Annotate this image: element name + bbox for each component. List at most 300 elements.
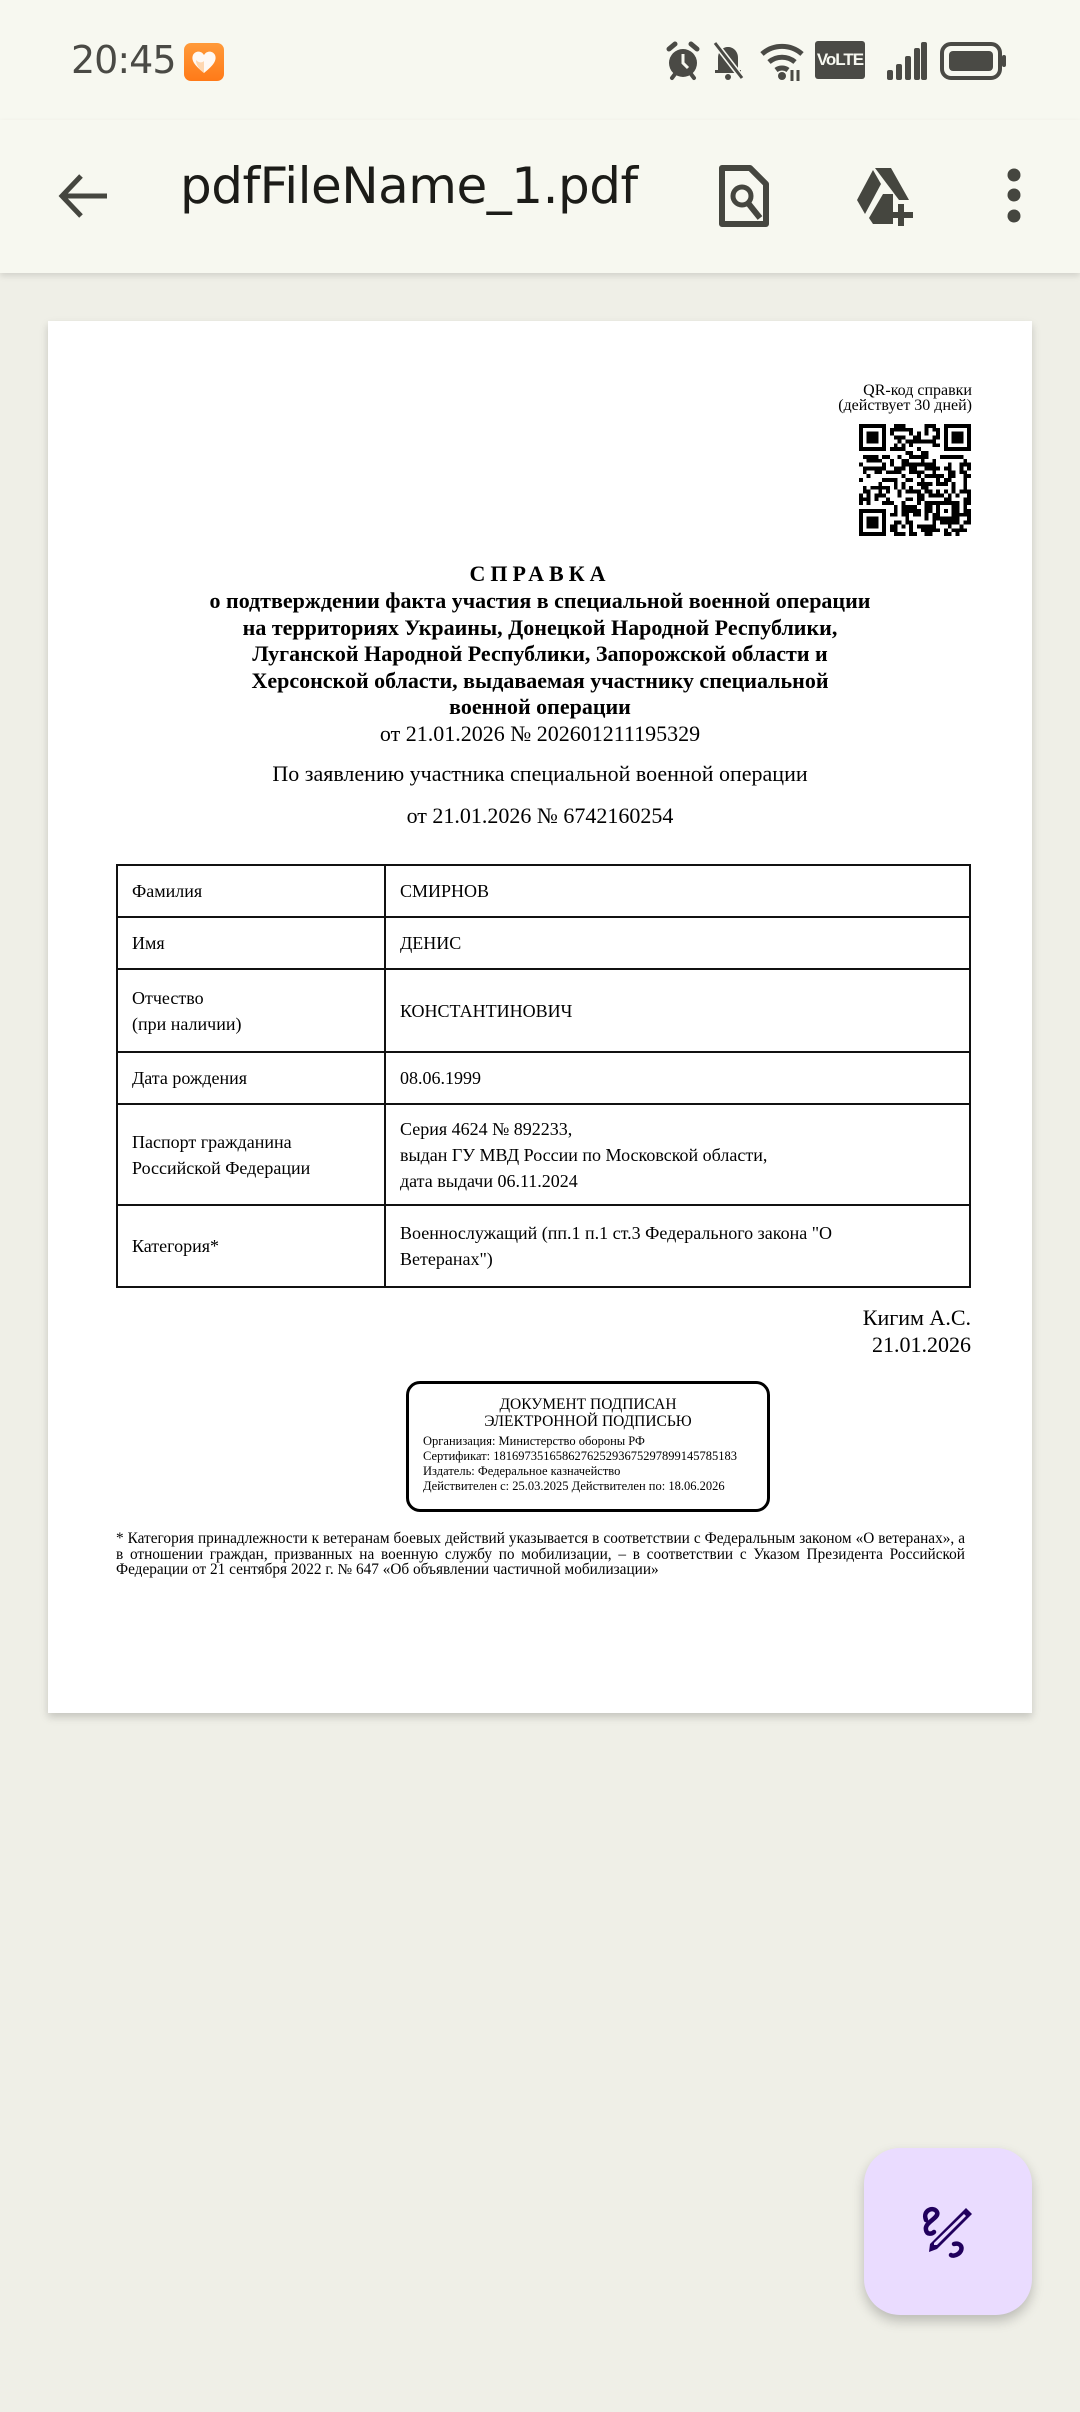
qr-module bbox=[859, 478, 863, 482]
qr-module bbox=[940, 494, 944, 498]
qr-module bbox=[932, 524, 936, 528]
qr-module bbox=[952, 482, 956, 486]
qr-module bbox=[929, 509, 933, 513]
document-title: pdfFileName_1.pdf bbox=[180, 157, 638, 215]
qr-module bbox=[963, 505, 967, 509]
qr-module bbox=[917, 513, 921, 517]
qr-module bbox=[948, 474, 952, 478]
qr-module bbox=[886, 497, 890, 501]
qr-module bbox=[963, 463, 967, 467]
qr-module bbox=[905, 439, 909, 443]
qr-module bbox=[932, 436, 936, 440]
qr-module bbox=[909, 470, 913, 474]
qr-module bbox=[940, 521, 944, 525]
qr-module bbox=[936, 490, 940, 494]
status-icons bbox=[0, 40, 1080, 82]
qr-module bbox=[867, 466, 871, 470]
qr-module bbox=[925, 509, 929, 513]
stamp-organization: Организация: Министерство обороны РФ bbox=[423, 1434, 645, 1448]
document-heading: СПРАВКА bbox=[469, 561, 611, 586]
qr-module bbox=[859, 501, 863, 505]
qr-module bbox=[894, 447, 898, 451]
qr-module bbox=[921, 478, 925, 482]
qr-module bbox=[909, 478, 913, 482]
qr-module bbox=[874, 494, 878, 498]
qr-module bbox=[925, 482, 929, 486]
qr-module bbox=[929, 463, 933, 467]
qr-module bbox=[917, 501, 921, 505]
qr-module bbox=[967, 474, 971, 478]
qr-module bbox=[929, 524, 933, 528]
qr-module bbox=[925, 439, 929, 443]
more-options-button[interactable] bbox=[974, 156, 1054, 236]
qr-module bbox=[948, 478, 952, 482]
qr-module bbox=[925, 428, 929, 432]
qr-module bbox=[909, 528, 913, 532]
qr-module bbox=[959, 528, 963, 532]
qr-module bbox=[925, 455, 929, 459]
qr-module bbox=[963, 486, 967, 490]
qr-module bbox=[901, 474, 905, 478]
qr-module bbox=[925, 501, 929, 505]
subtitle-line: Херсонской области, выдаваемая участнику специальной bbox=[251, 667, 829, 693]
qr-module bbox=[921, 528, 925, 532]
qr-module bbox=[963, 528, 967, 532]
qr-module bbox=[913, 455, 917, 459]
label-line: Имя bbox=[132, 933, 165, 953]
qr-module bbox=[890, 463, 894, 467]
qr-module bbox=[929, 466, 933, 470]
qr-module bbox=[882, 463, 886, 467]
qr-module bbox=[921, 470, 925, 474]
qr-module bbox=[894, 528, 898, 532]
qr-module bbox=[932, 517, 936, 521]
arrow-back-icon bbox=[57, 169, 111, 223]
label-line: (при наличии) bbox=[132, 1013, 242, 1034]
qr-module bbox=[921, 486, 925, 490]
wifi-icon bbox=[760, 40, 806, 82]
qr-module bbox=[882, 478, 886, 482]
qr-module bbox=[905, 517, 909, 521]
qr-module bbox=[956, 513, 960, 517]
qr-module bbox=[929, 424, 933, 428]
drive-add-icon bbox=[853, 166, 923, 226]
stamp-heading bbox=[423, 1396, 753, 1430]
qr-module bbox=[909, 466, 913, 470]
qr-module bbox=[956, 528, 960, 532]
qr-module bbox=[956, 532, 960, 536]
qr-module bbox=[913, 505, 917, 509]
qr-module bbox=[921, 455, 925, 459]
qr-module bbox=[956, 494, 960, 498]
qr-module bbox=[963, 459, 967, 463]
qr-module bbox=[932, 474, 936, 478]
qr-module bbox=[932, 494, 936, 498]
qr-module bbox=[948, 494, 952, 498]
qr-module bbox=[936, 474, 940, 478]
qr-module bbox=[956, 517, 960, 521]
qr-module bbox=[952, 432, 964, 444]
search-document-button[interactable] bbox=[704, 156, 784, 236]
qr-caption bbox=[838, 383, 972, 413]
qr-module bbox=[929, 474, 933, 478]
qr-module bbox=[894, 486, 898, 490]
qr-module bbox=[913, 439, 917, 443]
qr-module bbox=[944, 490, 948, 494]
qr-module bbox=[890, 470, 894, 474]
qr-module bbox=[948, 466, 952, 470]
qr-module bbox=[944, 478, 948, 482]
qr-module bbox=[967, 466, 971, 470]
qr-module bbox=[917, 470, 921, 474]
qr-module bbox=[894, 478, 898, 482]
qr-module bbox=[901, 436, 905, 440]
label-line: Категория* bbox=[132, 1236, 219, 1256]
qr-module bbox=[871, 459, 875, 463]
qr-module bbox=[909, 509, 913, 513]
qr-module bbox=[867, 474, 871, 478]
qr-module bbox=[894, 509, 898, 513]
qr-module bbox=[886, 470, 890, 474]
bell-muted-icon bbox=[710, 40, 746, 82]
label-line: Фамилия bbox=[132, 881, 203, 901]
qr-module bbox=[874, 486, 878, 490]
qr-module bbox=[878, 459, 882, 463]
qr-module bbox=[944, 521, 948, 525]
qr-module bbox=[863, 490, 867, 494]
qr-module bbox=[917, 432, 921, 436]
qr-module bbox=[917, 494, 921, 498]
table-row bbox=[117, 1052, 970, 1104]
qr-module bbox=[956, 505, 960, 509]
stamp-heading-line: ЭЛЕКТРОННОЙ ПОДПИСЬЮ bbox=[484, 1413, 692, 1430]
qr-module bbox=[890, 447, 894, 451]
qr-module bbox=[894, 532, 898, 536]
qr-module bbox=[921, 497, 925, 501]
qr-module bbox=[901, 524, 905, 528]
qr-module bbox=[886, 501, 890, 505]
qr-module bbox=[932, 424, 936, 428]
qr-caption-line: (действует 30 дней) bbox=[838, 397, 972, 414]
qr-module bbox=[909, 463, 913, 467]
qr-module bbox=[894, 436, 898, 440]
status-time: 20:45 bbox=[71, 38, 176, 82]
qr-module bbox=[909, 524, 913, 528]
qr-module bbox=[963, 474, 967, 478]
qr-module bbox=[909, 486, 913, 490]
qr-module bbox=[948, 470, 952, 474]
qr-module bbox=[925, 490, 929, 494]
qr-module bbox=[929, 501, 933, 505]
row-label bbox=[117, 1205, 385, 1287]
qr-module bbox=[921, 463, 925, 467]
application-number: от 21.01.2026 № 6742160254 bbox=[406, 803, 674, 828]
qr-module bbox=[894, 505, 898, 509]
qr-module bbox=[905, 505, 909, 509]
qr-module bbox=[925, 424, 929, 428]
qr-module bbox=[948, 532, 952, 536]
personal-info-table bbox=[116, 864, 971, 1288]
qr-module bbox=[878, 466, 882, 470]
qr-module bbox=[863, 486, 867, 490]
qr-module bbox=[956, 455, 960, 459]
qr-module bbox=[917, 439, 921, 443]
document-subtitle bbox=[48, 588, 1032, 721]
qr-module bbox=[894, 466, 898, 470]
table-row bbox=[117, 1205, 970, 1287]
qr-module bbox=[940, 482, 944, 486]
qr-module bbox=[963, 509, 967, 513]
back-button[interactable] bbox=[48, 160, 120, 232]
qr-module bbox=[909, 439, 913, 443]
qr-module bbox=[882, 501, 886, 505]
qr-module bbox=[905, 497, 909, 501]
qr-module bbox=[925, 474, 929, 478]
qr-module bbox=[921, 482, 925, 486]
qr-module bbox=[898, 447, 902, 451]
qr-module bbox=[909, 490, 913, 494]
stamp-validity: Действителен с: 25.03.2025 Действителен по: 18.06.2026 bbox=[423, 1479, 725, 1493]
label-line: Паспорт гражданина bbox=[132, 1131, 292, 1152]
value-line: Ветеранах") bbox=[400, 1249, 493, 1269]
stamp-heading-line: ДОКУМЕНТ ПОДПИСАН bbox=[499, 1396, 677, 1413]
qr-module bbox=[901, 505, 905, 509]
qr-module bbox=[921, 459, 925, 463]
annotate-fab-button[interactable] bbox=[864, 2148, 1032, 2315]
row-label bbox=[117, 1052, 385, 1104]
qr-module bbox=[890, 501, 894, 505]
top-app-bar bbox=[0, 120, 1080, 273]
qr-module bbox=[909, 451, 913, 455]
qr-module bbox=[867, 432, 879, 444]
row-label bbox=[117, 1104, 385, 1205]
qr-module bbox=[909, 532, 913, 536]
qr-module bbox=[929, 505, 933, 509]
row-value bbox=[385, 969, 970, 1052]
qr-module bbox=[909, 505, 913, 509]
electronic-signature-stamp bbox=[406, 1381, 770, 1512]
qr-module bbox=[913, 513, 917, 517]
qr-module bbox=[952, 474, 956, 478]
qr-module bbox=[867, 494, 871, 498]
qr-module bbox=[913, 436, 917, 440]
qr-module bbox=[890, 459, 894, 463]
value-line: СМИРНОВ bbox=[400, 881, 490, 901]
qr-module bbox=[963, 478, 967, 482]
qr-module bbox=[948, 524, 952, 528]
qr-module bbox=[944, 466, 948, 470]
qr-module bbox=[963, 490, 967, 494]
qr-module bbox=[867, 455, 871, 459]
qr-module bbox=[917, 509, 921, 513]
qr-module bbox=[905, 459, 909, 463]
qr-module bbox=[952, 528, 956, 532]
qr-module bbox=[913, 466, 917, 470]
qr-module bbox=[917, 524, 921, 528]
qr-module bbox=[894, 521, 898, 525]
qr-module bbox=[967, 497, 971, 501]
qr-module bbox=[913, 470, 917, 474]
qr-module bbox=[871, 486, 875, 490]
qr-module bbox=[925, 528, 929, 532]
status-bar bbox=[0, 0, 1080, 120]
qr-module bbox=[952, 486, 956, 490]
qr-module bbox=[959, 524, 963, 528]
qr-module bbox=[890, 478, 894, 482]
qr-module bbox=[898, 490, 902, 494]
qr-module bbox=[867, 497, 871, 501]
qr-module bbox=[925, 432, 929, 436]
qr-module bbox=[901, 443, 905, 447]
qr-module bbox=[967, 509, 971, 513]
qr-module bbox=[905, 428, 909, 432]
value-line: Военнослужащий (пп.1 п.1 ст.3 Федерального закона "О bbox=[400, 1223, 833, 1243]
qr-module bbox=[890, 428, 894, 432]
battery-icon bbox=[940, 40, 1008, 82]
qr-module bbox=[905, 463, 909, 467]
stamp-certificate: Сертификат: 181697351658627625293675297899145785183 bbox=[423, 1449, 737, 1463]
qr-module bbox=[959, 455, 963, 459]
qr-module bbox=[932, 443, 936, 447]
qr-module bbox=[967, 517, 971, 521]
qr-module bbox=[925, 505, 929, 509]
qr-module bbox=[932, 470, 936, 474]
qr-module bbox=[940, 455, 944, 459]
qr-module bbox=[936, 432, 940, 436]
label-line: Дата рождения bbox=[132, 1068, 248, 1088]
qr-module bbox=[913, 509, 917, 513]
qr-module bbox=[917, 497, 921, 501]
qr-module bbox=[882, 466, 886, 470]
qr-module bbox=[932, 513, 936, 517]
qr-module bbox=[898, 439, 902, 443]
qr-module bbox=[963, 470, 967, 474]
qr-module bbox=[894, 428, 898, 432]
qr-module bbox=[909, 432, 913, 436]
qr-module bbox=[932, 521, 936, 525]
qr-module bbox=[944, 532, 948, 536]
application-reference: По заявлению участника специальной военной операции bbox=[272, 761, 808, 786]
qr-module bbox=[898, 436, 902, 440]
qr-module bbox=[948, 455, 952, 459]
qr-module bbox=[959, 513, 963, 517]
table-row bbox=[117, 865, 970, 917]
label-line: Отчество bbox=[132, 987, 204, 1008]
qr-module bbox=[929, 528, 933, 532]
subtitle-line: военной операции bbox=[449, 694, 631, 719]
qr-module bbox=[909, 497, 913, 501]
qr-module bbox=[898, 532, 902, 536]
qr-code bbox=[859, 423, 971, 537]
row-value bbox=[385, 865, 970, 917]
qr-module bbox=[886, 478, 890, 482]
qr-module bbox=[901, 501, 905, 505]
qr-module bbox=[952, 521, 956, 525]
qr-module bbox=[901, 513, 905, 517]
qr-module bbox=[963, 521, 967, 525]
qr-module bbox=[956, 509, 960, 513]
qr-module bbox=[936, 443, 940, 447]
qr-module bbox=[890, 524, 894, 528]
qr-module bbox=[901, 486, 905, 490]
qr-module bbox=[859, 463, 863, 467]
qr-module bbox=[967, 521, 971, 525]
row-label bbox=[117, 865, 385, 917]
qr-module bbox=[871, 466, 875, 470]
qr-module bbox=[952, 490, 956, 494]
qr-module bbox=[932, 463, 936, 467]
qr-module bbox=[932, 439, 936, 443]
qr-module bbox=[901, 482, 905, 486]
qr-module bbox=[932, 466, 936, 470]
qr-module bbox=[929, 482, 933, 486]
qr-module bbox=[874, 497, 878, 501]
qr-module bbox=[932, 428, 936, 432]
value-line: КОНСТАНТИНОВИЧ bbox=[400, 1000, 573, 1021]
qr-module bbox=[963, 513, 967, 517]
pdf-page[interactable] bbox=[48, 321, 1032, 1713]
value-line: ДЕНИС bbox=[400, 933, 462, 953]
qr-module bbox=[948, 463, 952, 467]
qr-module bbox=[867, 490, 871, 494]
document-search-icon bbox=[718, 164, 770, 228]
signer-date: 21.01.2026 bbox=[872, 1332, 971, 1357]
qr-module bbox=[967, 513, 971, 517]
draw-annotate-icon bbox=[918, 2204, 978, 2260]
qr-module bbox=[948, 521, 952, 525]
value-line: выдан ГУ МВД России по Московской области, bbox=[400, 1144, 768, 1165]
qr-module bbox=[932, 459, 936, 463]
qr-module bbox=[894, 524, 898, 528]
qr-module bbox=[925, 466, 929, 470]
qr-module bbox=[909, 443, 913, 447]
qr-module bbox=[917, 482, 921, 486]
qr-module bbox=[967, 463, 971, 467]
qr-module bbox=[921, 451, 925, 455]
save-to-drive-button[interactable] bbox=[848, 156, 928, 236]
qr-module bbox=[956, 521, 960, 525]
qr-module bbox=[952, 455, 956, 459]
row-value bbox=[385, 1052, 970, 1104]
qr-module bbox=[952, 470, 956, 474]
qr-module bbox=[863, 466, 867, 470]
qr-module bbox=[878, 470, 882, 474]
qr-module bbox=[901, 447, 905, 451]
qr-module bbox=[917, 463, 921, 467]
qr-module bbox=[894, 470, 898, 474]
qr-module bbox=[905, 521, 909, 525]
qr-module bbox=[925, 513, 929, 517]
value-line: Серия 4624 № 892233, bbox=[400, 1118, 573, 1139]
qr-module bbox=[859, 497, 863, 501]
qr-module bbox=[929, 532, 933, 536]
qr-module bbox=[894, 424, 898, 428]
table-row bbox=[117, 969, 970, 1052]
subtitle-line: о подтверждении факта участия в специальной военной операции bbox=[209, 588, 871, 613]
qr-module bbox=[917, 447, 921, 451]
signer-block bbox=[863, 1304, 971, 1358]
qr-module bbox=[925, 532, 929, 536]
stamp-issuer: Издатель: Федеральное казначейство bbox=[423, 1464, 621, 1478]
qr-module bbox=[901, 424, 905, 428]
qr-module bbox=[901, 459, 905, 463]
qr-module bbox=[932, 501, 936, 505]
qr-module bbox=[894, 513, 898, 517]
qr-module bbox=[944, 482, 948, 486]
qr-module bbox=[929, 490, 933, 494]
qr-module bbox=[959, 470, 963, 474]
qr-module bbox=[901, 463, 905, 467]
